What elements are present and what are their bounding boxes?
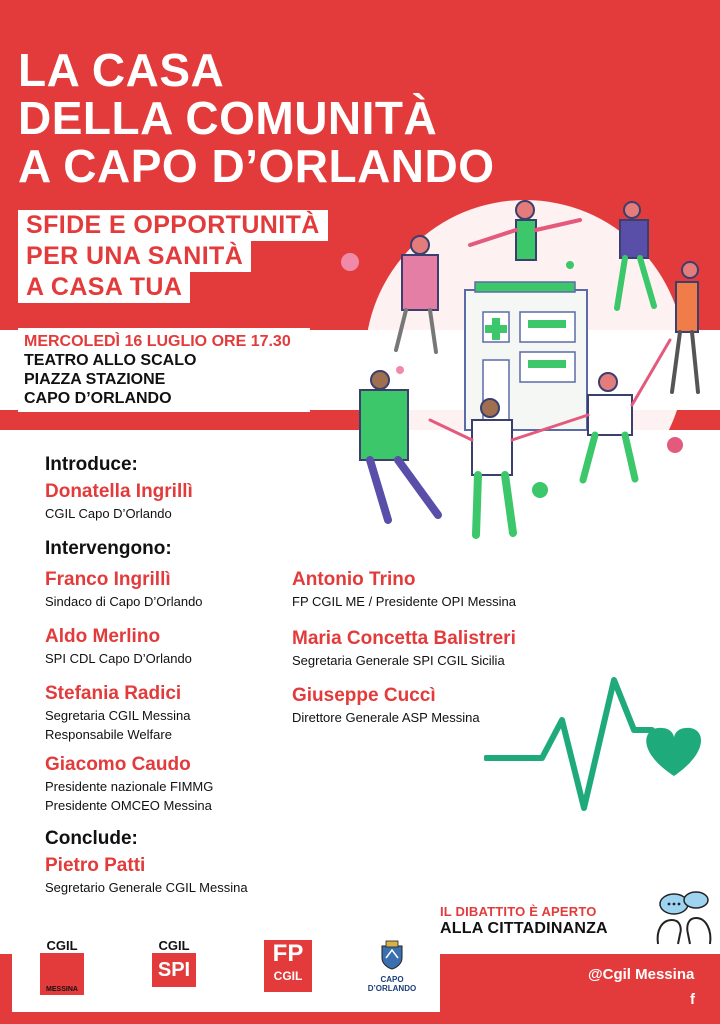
event-venue: TEATRO ALLO SCALO (24, 352, 197, 369)
speaker-role-2: Presidente OMCEO Messina (45, 798, 212, 813)
logo-block (40, 953, 84, 995)
introduce-heading: Introduce: (45, 454, 138, 475)
speaker-name: Antonio Trino (292, 569, 416, 590)
title-line-1: LA CASA (18, 44, 225, 96)
open-debate-line-1: IL DIBATTITO È APERTO (440, 904, 597, 919)
intervengono-heading-wrap (45, 538, 172, 560)
capo-orlando-crest (366, 940, 418, 993)
speaker-right-1 (292, 568, 516, 611)
subtitle-line-1: SFIDE E OPPORTUNITÀ (18, 210, 328, 241)
title-line-3: A CAPO D’ORLANDO (18, 140, 495, 192)
spi-cgil-logo (152, 938, 196, 987)
fp-cgil-logo (264, 940, 312, 992)
logo-subtext: CGIL (273, 969, 303, 983)
speaker-right-2 (292, 627, 516, 670)
conclude-name: Pietro Patti (45, 855, 146, 876)
subtitle (18, 210, 328, 303)
speaker-name: Giacomo Caudo (45, 754, 191, 775)
speaker-left-2 (45, 625, 192, 668)
subtitle-line-2: PER UNA SANITÀ (18, 241, 251, 272)
speaker-role: FP CGIL ME / Presidente OPI Messina (292, 594, 516, 609)
speaker-role: Sindaco di Capo D’Orlando (45, 594, 203, 609)
speaker-role-2: Responsabile Welfare (45, 727, 172, 742)
facebook-icon[interactable]: f (690, 991, 695, 1008)
logo-text: CGIL (158, 938, 190, 953)
speaker-left-1 (45, 568, 203, 611)
crest-text-2: D’ORLANDO (367, 984, 417, 993)
speaker-role: Direttore Generale ASP Messina (292, 710, 480, 725)
speaker-name: Aldo Merlino (45, 626, 161, 647)
introduce-section (45, 454, 193, 523)
introduce-name: Donatella Ingrillì (45, 481, 193, 502)
crest-text-1: CAPO (380, 975, 404, 984)
discussion-icon (652, 890, 716, 946)
speaker-name: Maria Concetta Balistreri (292, 628, 516, 649)
open-debate-line-2: ALLA CITTADINANZA (440, 920, 608, 937)
speaker-name: Franco Ingrillì (45, 569, 171, 590)
conclude-section (45, 828, 248, 897)
event-date: MERCOLEDÌ 16 LUGLIO ORE 17.30 (24, 333, 291, 350)
speaker-right-3 (292, 684, 480, 727)
community-illustration (340, 190, 720, 540)
event-details (18, 328, 310, 412)
introduce-role: CGIL Capo D’Orlando (45, 506, 172, 521)
conclude-heading: Conclude: (45, 828, 138, 849)
event-address: PIAZZA STAZIONE (24, 371, 166, 388)
speaker-name: Stefania Radici (45, 683, 182, 704)
speaker-role: Segretaria CGIL Messina (45, 708, 191, 723)
logo-text: FP (272, 940, 304, 967)
conclude-role: Segretario Generale CGIL Messina (45, 880, 248, 895)
speaker-name: Giuseppe Cuccì (292, 685, 436, 706)
social-handle: @Cgil Messina (588, 966, 695, 983)
speaker-left-4 (45, 753, 213, 815)
logo-subtext: MESSINA (46, 986, 78, 993)
speaker-left-3 (45, 682, 190, 744)
title-line-2: DELLA COMUNITÀ (18, 92, 438, 144)
speaker-role: Presidente nazionale FIMMG (45, 779, 214, 794)
poster-title (18, 46, 495, 190)
heartbeat-icon (484, 668, 704, 818)
subtitle-line-3: A CASA TUA (18, 272, 190, 303)
open-debate-note (440, 904, 608, 939)
event-city: CAPO D’ORLANDO (24, 390, 172, 407)
cgil-messina-logo (40, 938, 84, 995)
speaker-role: Segretaria Generale SPI CGIL Sicilia (292, 653, 505, 668)
logo-block: SPI (152, 953, 196, 987)
logo-text: CGIL (46, 938, 78, 953)
speaker-role: SPI CDL Capo D’Orlando (45, 651, 192, 666)
intervengono-heading: Intervengono: (45, 538, 172, 559)
crest-icon (380, 940, 404, 970)
